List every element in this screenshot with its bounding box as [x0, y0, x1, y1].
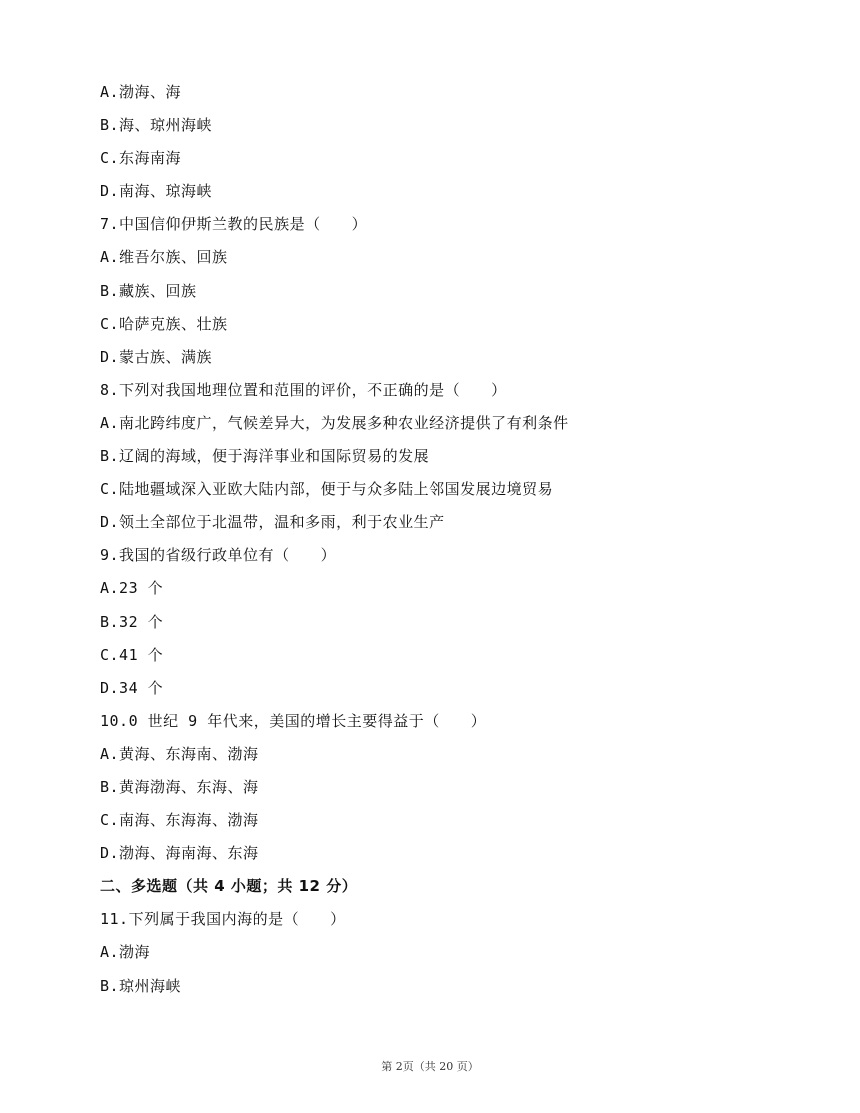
question-content — [100, 76, 780, 1003]
q10-option-d: D.渤海、海南海、东海 — [100, 844, 259, 863]
q8-option-c: C.陆地疆域深入亚欧大陆内部，便于与众多陆上邻国发展边境贸易 — [100, 480, 554, 499]
option-c: C.东海南海 — [100, 149, 182, 168]
option-d: D.南海、琼海峡 — [100, 182, 213, 201]
q7-option-a: A.维吾尔族、回族 — [100, 248, 228, 267]
q9-option-a: A.23 个 — [100, 579, 164, 598]
q9-option-d: D.34 个 — [100, 678, 164, 697]
q7-option-c: C.哈萨克族、壮族 — [100, 314, 228, 333]
q7-option-b: B.藏族、回族 — [100, 281, 197, 300]
q8-option-b: B.辽阔的海域，便于海洋事业和国际贸易的发展 — [100, 447, 430, 466]
q10-option-a: A.黄海、东海南、渤海 — [100, 744, 259, 763]
q11-option-a: A.渤海 — [100, 943, 151, 962]
q11-option-b: B.琼州海峡 — [100, 976, 182, 995]
q8-option-a: A.南北跨纬度广，气候差异大，为发展多种农业经济提供了有利条件 — [100, 413, 569, 432]
q9-option-c: C.41 个 — [100, 645, 164, 664]
question-8: 8.下列对我国地理位置和范围的评价，不正确的是（ ） — [100, 380, 507, 399]
question-10: 10.0 世纪 9 年代来，美国的增长主要得益于（ ） — [100, 711, 487, 730]
q7-option-d: D.蒙古族、满族 — [100, 347, 213, 366]
q9-option-b: B.32 个 — [100, 612, 164, 631]
question-9: 9.我国的省级行政单位有（ ） — [100, 546, 337, 565]
q10-option-b: B.黄海渤海、东海、海 — [100, 777, 259, 796]
question-7: 7.中国信仰伊斯兰教的民族是（ ） — [100, 215, 368, 234]
section-heading-multiple-choice: 二、多选题（共 4 小题；共 12 分） — [100, 877, 358, 896]
question-11: 11.下列属于我国内海的是（ ） — [100, 910, 346, 929]
option-b: B.海、琼州海峡 — [100, 116, 213, 135]
q10-option-c: C.南海、东海海、渤海 — [100, 811, 259, 830]
q8-option-d: D.领土全部位于北温带，温和多雨，利于农业生产 — [100, 513, 445, 532]
page-footer: 第 2页（共 20 页） — [381, 1060, 479, 1073]
option-a: A.渤海、海 — [100, 83, 182, 101]
